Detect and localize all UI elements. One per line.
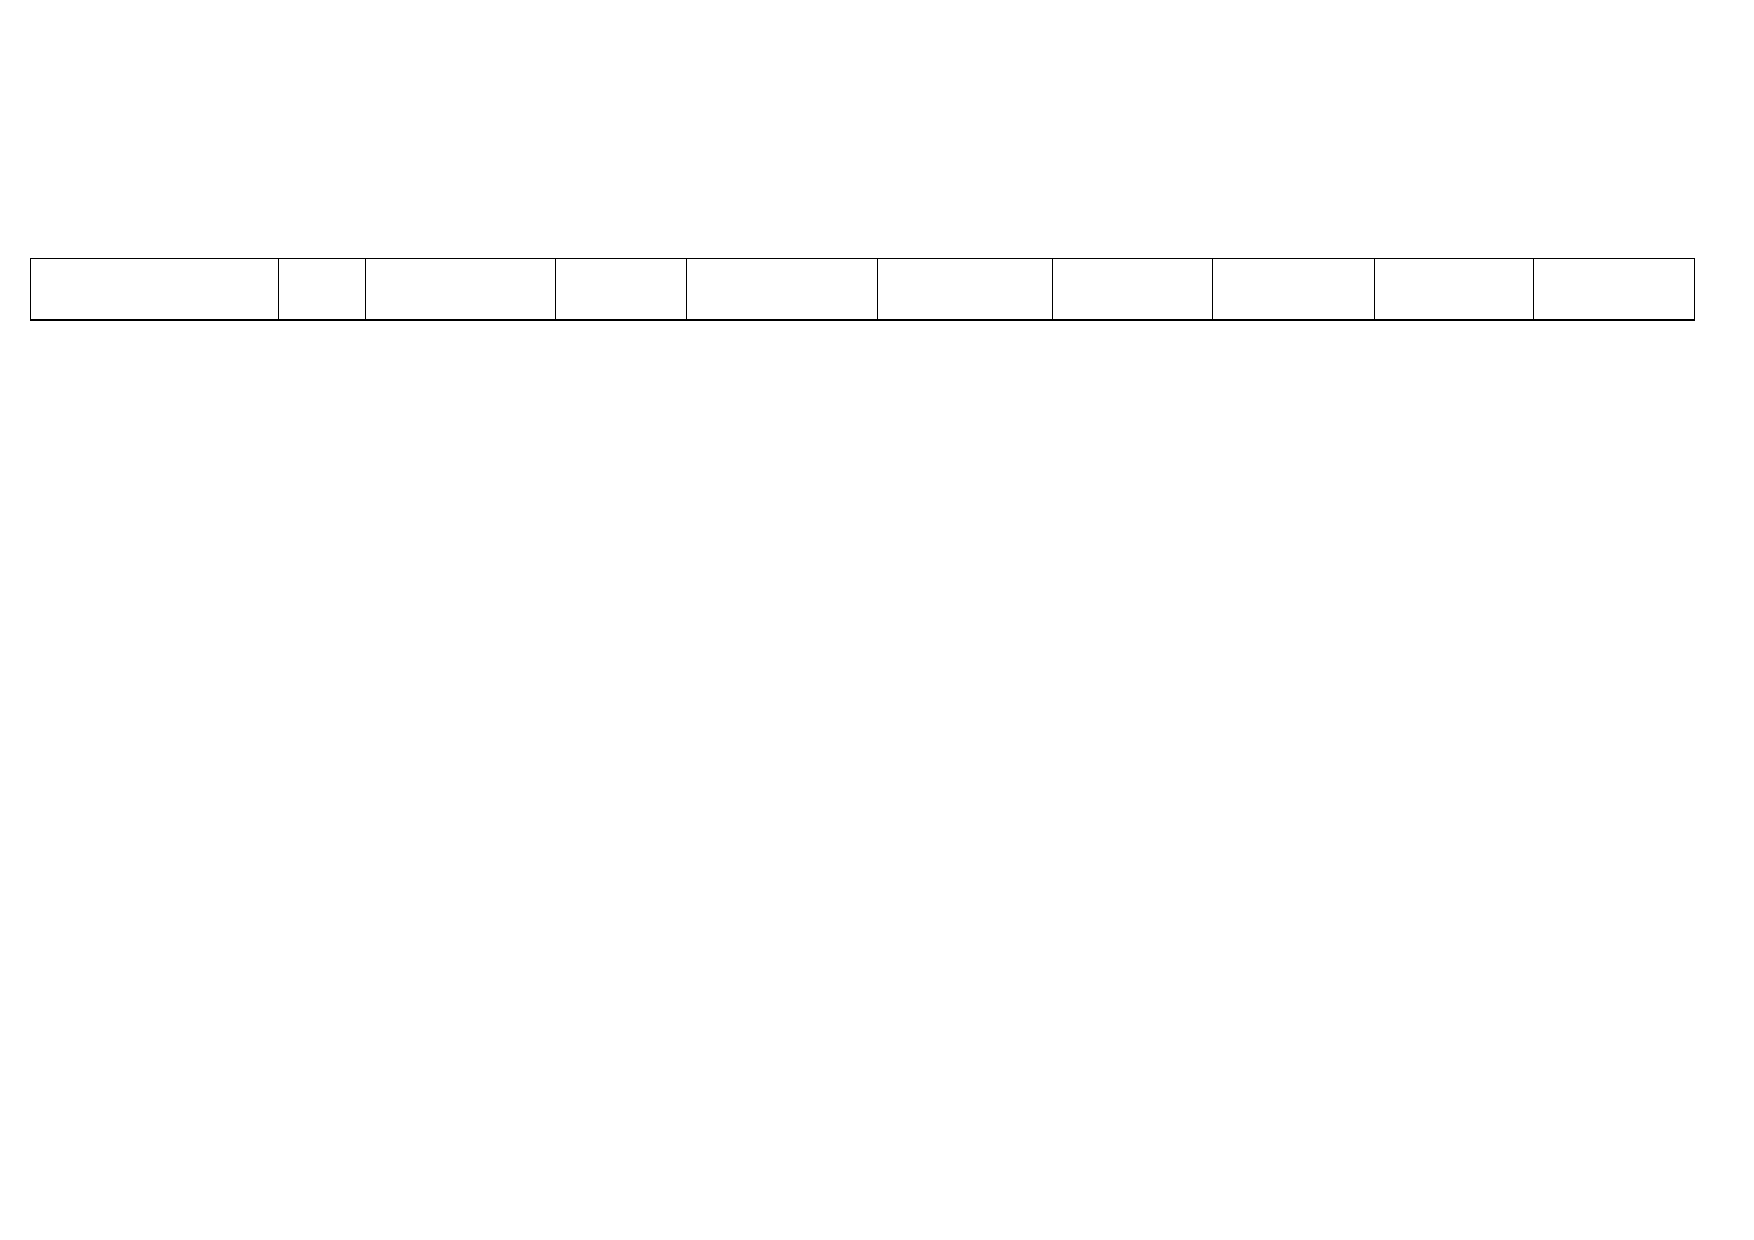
header-hours bbox=[555, 259, 687, 321]
header-trainer bbox=[31, 259, 279, 321]
schedule-table bbox=[30, 258, 1695, 321]
header-tuesday bbox=[877, 259, 1052, 321]
header-road bbox=[278, 259, 365, 321]
header-saturday bbox=[1534, 259, 1695, 321]
header-thursday bbox=[1213, 259, 1375, 321]
header-group bbox=[366, 259, 555, 321]
header-friday bbox=[1374, 259, 1533, 321]
header-row bbox=[31, 259, 1695, 321]
header-monday bbox=[687, 259, 877, 321]
header-wednesday bbox=[1052, 259, 1213, 321]
